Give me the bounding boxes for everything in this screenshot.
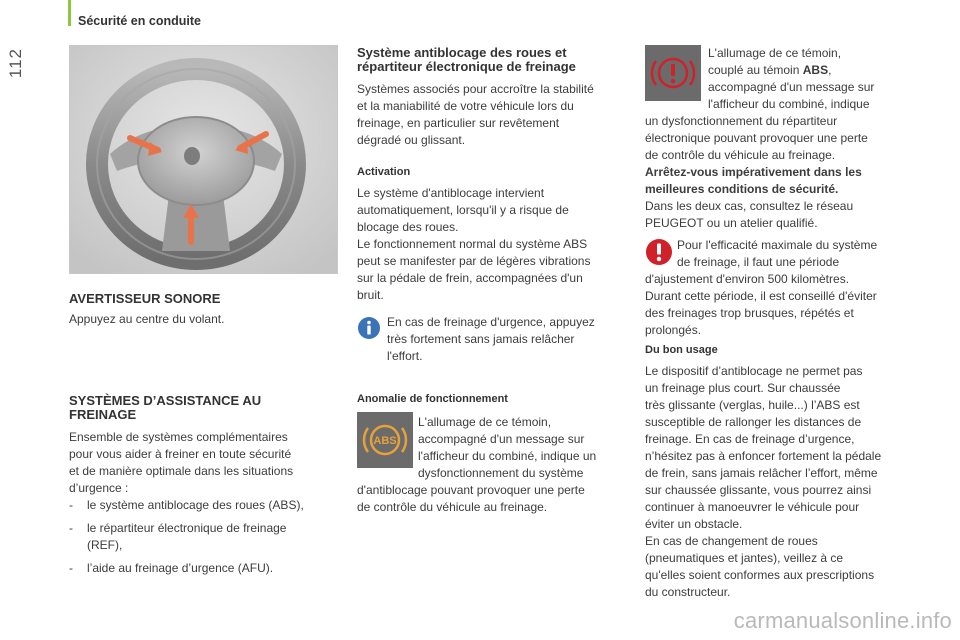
- steering-wheel-photo: [69, 45, 338, 274]
- abs-title-line-1: Système antiblocage des roues et: [357, 45, 567, 60]
- text-line: Le système d'antiblocage intervient: [357, 186, 545, 200]
- horn-text: Appuyez au centre du volant.: [69, 312, 225, 326]
- usage-title: Du bon usage: [645, 344, 718, 356]
- usage-text: [645, 363, 881, 601]
- text-line: l'afficheur du combiné, indique un: [418, 449, 597, 463]
- abs-intro: [357, 81, 594, 149]
- text-line: d'ajustement d'environ 500 kilomètres.: [645, 272, 850, 286]
- text-line: très fortement sans jamais relâcher: [387, 332, 575, 346]
- text-line: d’urgence :: [69, 481, 129, 495]
- text-line: accompagné d'un message sur: [708, 80, 875, 94]
- text-line: de freinage, il faut une période: [677, 255, 840, 269]
- bullet-text: le répartiteur électronique de freinage: [87, 521, 287, 535]
- assist-title-line-1: SYSTÈMES D’ASSISTANCE AU: [69, 393, 262, 408]
- activation-title: Activation: [357, 166, 411, 178]
- bullet-item-afu: - l’aide au freinage d’urgence (AFU).: [69, 560, 339, 577]
- activation-text: [357, 185, 590, 304]
- text-line: et de manière optimale dans les situations: [69, 464, 294, 478]
- text-fragment: couplé au témoin: [708, 63, 803, 77]
- text-line: freinage. En cas de freinage d’urgence,: [645, 432, 855, 446]
- text-line: dysfonctionnement du système: [418, 466, 584, 480]
- info-note: [387, 314, 595, 365]
- text-line: très glissante (verglas, huile...) l’ABS est: [645, 398, 860, 412]
- abs-emphasis: ABS: [802, 63, 829, 77]
- caution-full-text: [645, 271, 877, 339]
- text-line: En cas de changement de roues: [645, 534, 818, 548]
- text-line: sur chaussée glissante, vous pourrez ainsi: [645, 483, 872, 497]
- text-line: un freinage plus court. Sur chaussée: [645, 381, 841, 395]
- text-line: En cas de freinage d'urgence, appuyez: [387, 315, 595, 329]
- assist-title-line-2: FREINAGE: [69, 407, 137, 422]
- horn-title: AVERTISSEUR SONORE: [69, 291, 221, 306]
- text-line: Ensemble de systèmes complémentaires: [69, 430, 288, 444]
- text-line: freinage, en particulier sur revêtement: [357, 116, 560, 130]
- text-fragment: ,: [828, 63, 832, 77]
- text-line: l'effort.: [387, 349, 423, 363]
- fault-text-side: [418, 414, 596, 482]
- caution-icon: [645, 238, 673, 266]
- text-line: Systèmes associés pour accroître la stabilité: [357, 82, 594, 96]
- text-line: L'allumage de ce témoin,: [708, 46, 842, 60]
- text-line: d'antiblocage pouvant provoquer une perte: [357, 483, 585, 497]
- bullet-text: le système antiblocage des roues (ABS),: [87, 498, 304, 512]
- bullet-item-abs: - le système antiblocage des roues (ABS),: [69, 497, 339, 514]
- abs-title-line-2: répartiteur électronique de freinage: [357, 59, 576, 74]
- fault-title: Anomalie de fonctionnement: [357, 393, 508, 405]
- bullet-text: l’aide au freinage d’urgence (AFU).: [87, 561, 274, 575]
- text-line: meilleures conditions de sécurité.: [645, 182, 839, 196]
- text-line: un dysfonctionnement du répartiteur: [645, 114, 838, 128]
- bullet-text: (REF),: [87, 538, 123, 552]
- text-line: bruit.: [357, 288, 384, 302]
- page-number: 112: [6, 48, 25, 79]
- steering-wheel-illustration: [70, 46, 338, 274]
- text-line: [708, 62, 874, 79]
- text-line: prolongés.: [645, 323, 702, 337]
- text-line: automatiquement, lorsqu'il y a risque de: [357, 203, 569, 217]
- bullet-item-ref: - le répartiteur électronique de freinage (REF),: [69, 520, 339, 554]
- text-line: blocage des roues.: [357, 220, 459, 234]
- assist-intro: [69, 429, 293, 497]
- caution-side-text: [677, 237, 877, 271]
- text-line: dégradé ou glissant.: [357, 133, 466, 147]
- text-line: Pour l'efficacité maximale du système: [677, 238, 878, 252]
- text-line: accompagné d'un message sur: [418, 432, 585, 446]
- text-line: de contrôle du véhicule au freinage.: [645, 148, 836, 162]
- consult-text: [645, 198, 853, 232]
- text-line: de contrôle du véhicule au freinage.: [357, 500, 548, 514]
- brake-warning-side-text: [708, 45, 874, 113]
- text-line: susceptible de rallonger les distances de: [645, 415, 862, 429]
- text-line: éviter un obstacle.: [645, 517, 743, 531]
- text-line: électronique pouvant provoquer une perte: [645, 131, 868, 145]
- info-icon: [357, 316, 381, 340]
- text-line: pour vous aider à freiner en toute sécurité: [69, 447, 292, 461]
- text-line: sur la pédale de frein, accompagnées d'un: [357, 271, 583, 285]
- fault-text-full: [357, 482, 585, 516]
- brake-warning-icon: [645, 45, 701, 101]
- text-line: Le fonctionnement normal du système ABS: [357, 237, 588, 251]
- text-line: L'allumage de ce témoin,: [418, 415, 552, 429]
- abs-warning-icon: [357, 412, 413, 468]
- text-line: Dans les deux cas, consultez le réseau: [645, 199, 854, 213]
- text-line: PEUGEOT ou un atelier qualifié.: [645, 216, 818, 230]
- text-line: qu'elles soient conformes aux prescriptions: [645, 568, 875, 582]
- text-line: Arrêtez-vous impérativement dans les: [645, 165, 862, 179]
- text-line: et la maniabilité de votre véhicule lors du: [357, 99, 574, 113]
- text-line: n’hésitez pas à enfoncer fortement la pédale: [645, 449, 882, 463]
- text-line: du constructeur.: [645, 585, 731, 599]
- text-line: des freinages trop brusques, répétés et: [645, 306, 854, 320]
- text-line: l'afficheur du combiné, indique: [708, 97, 870, 111]
- text-line: Le dispositif d’antiblocage ne permet pas: [645, 364, 863, 378]
- text-line: (pneumatiques et jantes), veillez à ce: [645, 551, 844, 565]
- section-header: Sécurité en conduite: [78, 14, 201, 28]
- header-accent-bar: [68, 0, 71, 26]
- watermark: carmanualsonline.info: [733, 608, 952, 633]
- brake-warning-full-text: [645, 113, 868, 198]
- abs-icon-label: ABS: [373, 435, 397, 447]
- text-line: peut se manifester par de légères vibrations: [357, 254, 591, 268]
- text-line: continuer à manoeuvrer le véhicule pour: [645, 500, 860, 514]
- text-line: de frein, sans jamais relâcher l’effort, même: [645, 466, 878, 480]
- text-line: Durant cette période, il est conseillé d'éviter: [645, 289, 877, 303]
